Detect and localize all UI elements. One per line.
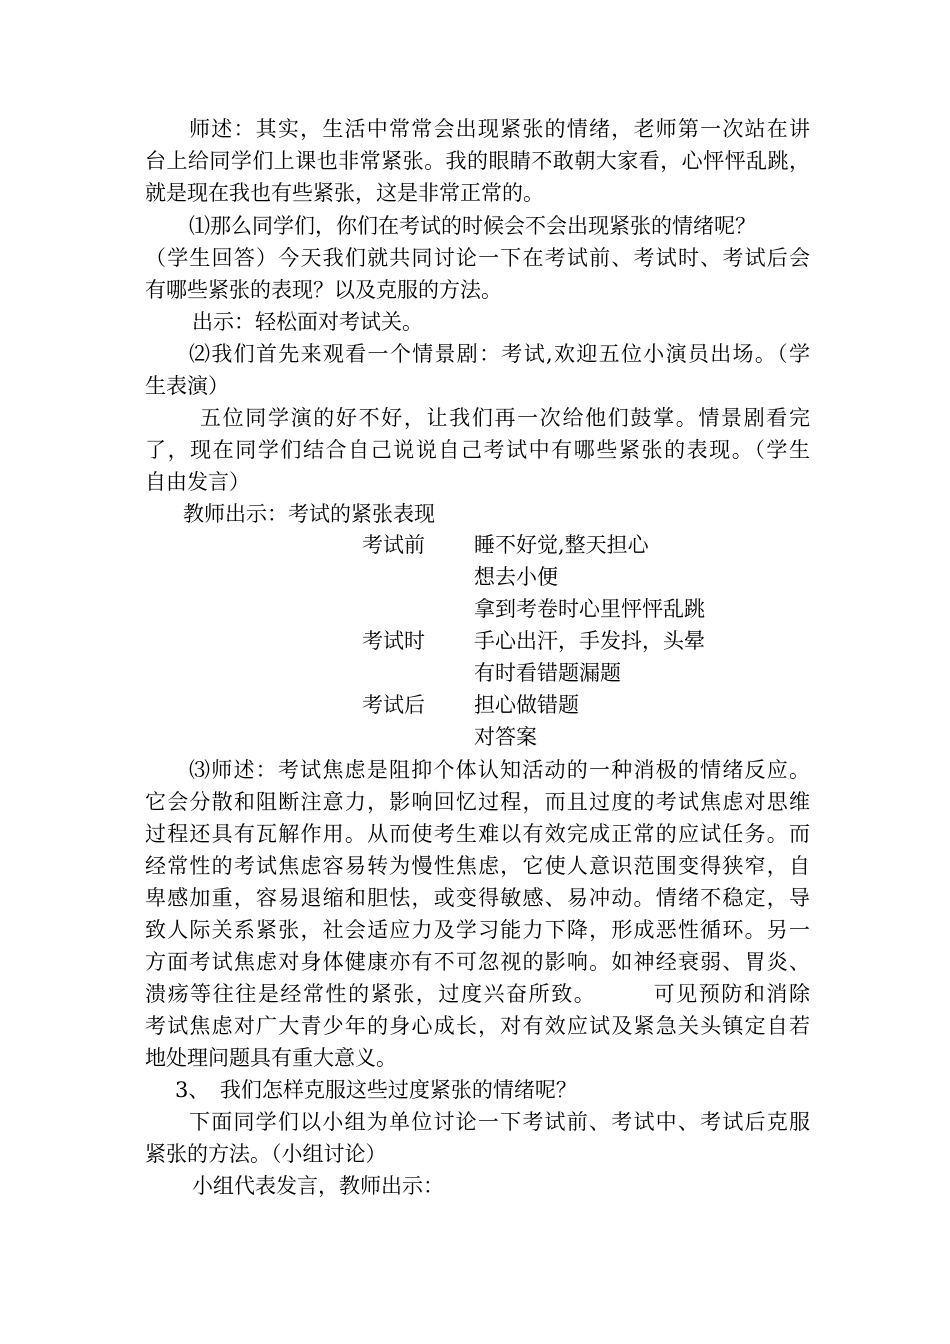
paragraph-line: 它会分散和阻断注意力，影响回忆过程，而且过度的考试焦虑对思维 (145, 790, 810, 814)
paragraph-line: （学生回答）今天我们就共同讨论一下在考试前、考试时、考试后会 (145, 246, 810, 270)
numbered-heading: 3、 我们怎样克服这些过度紧张的情绪呢？ (175, 1078, 577, 1102)
paragraph-line: 了，现在同学们结合自己说说自己考试中有哪些紧张的表现。（学生 (145, 438, 810, 462)
paragraph-line: ⑶师述：考试焦虑是阻抑个体认知活动的一种消极的情绪反应。 (189, 758, 810, 782)
paragraph-line: 溃疡等往往是经常性的紧张，过度兴奋所致。 可见预防和消除 (145, 982, 810, 1006)
paragraph-line: 卑感加重，容易退缩和胆怯，或变得敏感、易冲动。情绪不稳定，导 (145, 886, 810, 910)
paragraph-line: 师述：其实，生活中常常会出现紧张的情绪，老师第一次站在讲 (189, 117, 810, 141)
paragraph-line: 紧张的方法。（小组讨论） (145, 1142, 387, 1166)
paragraph-line: ⑴那么同学们，你们在考试的时候会不会出现紧张的情绪呢？ (189, 214, 756, 238)
table-label-before: 考试前 (362, 533, 425, 557)
paragraph-line: 生表演） (145, 374, 229, 398)
table-item: 担心做错题 (474, 693, 579, 717)
table-item: 想去小便 (474, 565, 558, 589)
paragraph-line: ⑵我们首先来观看一个情景剧：考试,欢迎五位小演员出场。（学 (189, 342, 810, 366)
paragraph-line: 考试焦虑对广大青少年的身心成长，对有效应试及紧急关头镇定自若 (145, 1014, 810, 1038)
table-item: 拿到考卷时心里怦怦乱跳 (474, 597, 705, 621)
paragraph-line: 致人际关系紧张，社会适应力及学习能力下降，形成恶性循环。另一 (145, 918, 810, 942)
paragraph-line: 出示：轻松面对考试关。 (192, 310, 423, 334)
table-item: 睡不好觉,整天担心 (474, 533, 649, 557)
section-heading: 教师出示：考试的紧张表现 (183, 502, 435, 526)
paragraph-line: 方面考试焦虑对身体健康亦有不可忽视的影响。如神经衰弱、胃炎、 (145, 950, 810, 974)
paragraph-line: 有哪些紧张的表现？以及克服的方法。 (145, 278, 502, 302)
paragraph-line: 经常性的考试焦虑容易转为慢性焦虑，它使人意识范围变得狭窄，自 (145, 854, 810, 878)
table-item: 手心出汗，手发抖，头晕 (474, 629, 705, 653)
paragraph-line: 地处理问题具有重大意义。 (145, 1046, 397, 1070)
table-label-after: 考试后 (362, 693, 425, 717)
paragraph-line: 小组代表发言，教师出示： (192, 1174, 444, 1198)
paragraph-line: 五位同学演的好不好，让我们再一次给他们鼓掌。情景剧看完 (200, 406, 810, 430)
paragraph-line: 台上给同学们上课也非常紧张。我的眼睛不敢朝大家看，心怦怦乱跳， (145, 149, 810, 173)
paragraph-line: 就是现在我也有些紧张，这是非常正常的。 (145, 181, 544, 205)
paragraph-line: 自由发言） (145, 470, 250, 494)
table-label-during: 考试时 (362, 629, 425, 653)
table-item: 对答案 (474, 725, 537, 749)
paragraph-line: 过程还具有瓦解作用。从而使考生难以有效完成正常的应试任务。而 (145, 822, 810, 846)
paragraph-line: 下面同学们以小组为单位讨论一下考试前、考试中、考试后克服 (189, 1110, 810, 1134)
table-item: 有时看错题漏题 (474, 661, 621, 685)
